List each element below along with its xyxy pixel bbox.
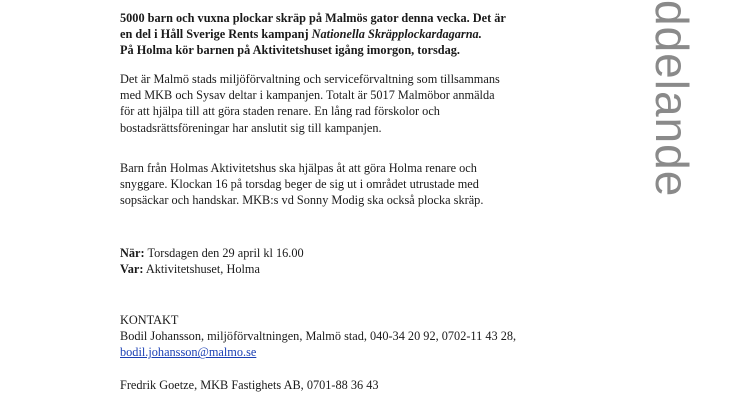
email-link[interactable]: bodil.johansson@malmo.se — [120, 345, 257, 360]
para1-line: för att hjälpa till att göra staden renare. En lång rad förskolor och — [120, 104, 440, 119]
lead-line-3: På Holma kör barnen på Aktivitetshuset igång imorgon, torsdag. — [120, 43, 461, 58]
para2-line: snyggare. Klockan 16 på torsdag beger de sig ut i området utrustade med — [120, 177, 479, 192]
lead-paragraph — [120, 10, 506, 59]
event-details — [120, 245, 304, 277]
contact-email-line — [120, 344, 516, 360]
para1-line: Det är Malmö stads miljöförvaltning och serviceförvaltning som tillsammans — [120, 72, 500, 86]
when-label: När: — [120, 246, 145, 260]
lead-line-1: 5000 barn och vuxna plockar skräp på Malmös gator denna vecka. Det är — [120, 11, 506, 25]
para1-line: bostadsrättsföreningar har anslutit sig till kampanjen. — [120, 120, 382, 135]
para2-line: Barn från Holmas Aktivitetshus ska hjälpas åt att göra Holma renare och — [120, 161, 477, 175]
contact-block — [120, 312, 516, 361]
campaign-name: Nationella Skräpplockardagarna. — [311, 27, 482, 42]
event-when — [120, 245, 304, 261]
body-paragraph-1 — [120, 71, 500, 136]
lead-line-2 — [120, 26, 506, 42]
contact-heading: KONTAKT — [120, 313, 179, 327]
para2-line: sopsäckar och handskar. MKB:s vd Sonny Modig ska också plocka skräp. — [120, 193, 484, 208]
when-value: Torsdagen den 29 april kl 16.00 — [144, 246, 304, 260]
event-where — [120, 261, 304, 277]
contact-person-1: Bodil Johansson, miljöförvaltningen, Malmö stad, 040-34 20 92, 0702-11 43 28, — [120, 329, 517, 344]
where-value: Aktivitetshuset, Holma — [143, 262, 260, 277]
para1-line: med MKB och Sysav deltar i kampanjen. Totalt är 5017 Malmöbor anmälda — [120, 88, 495, 103]
where-label: Var: — [120, 262, 144, 277]
vertical-header-label: ddelande — [646, 0, 698, 198]
lead-line-2-text: en del i Håll Sverige Rents kampanj — [120, 27, 312, 42]
contact-person-2: Fredrik Goetze, MKB Fastighets AB, 0701-88 36 43 — [120, 378, 379, 392]
body-paragraph-2 — [120, 160, 483, 209]
